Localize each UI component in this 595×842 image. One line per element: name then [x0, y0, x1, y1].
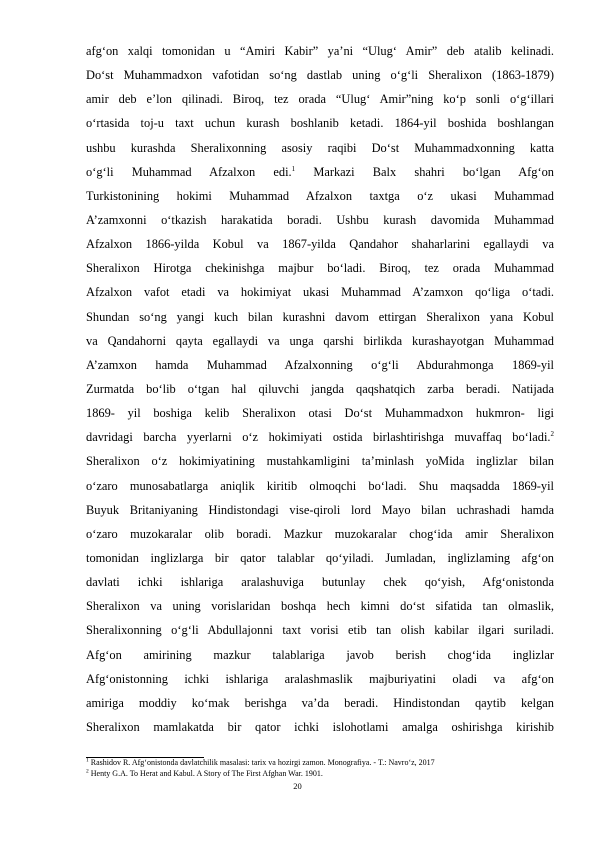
text-line: Afzalxon vafot etadi va hokimiyat ukasi Muhammad A’zamxon qo‘liga o‘tadi. [86, 285, 554, 300]
text-line: Sheralixon o‘z hokimiyatining mustahkamligini ta’minlash yoMida inglizlar bilan [86, 454, 554, 469]
text-line: Do‘st Muhammadxon vafotidan so‘ng dastlab uning o‘g‘li Sheralixon (1863-1879) [86, 68, 554, 83]
text-fragment: davridagi barcha yyerlarni o‘z hokimiyati ostida birlashtirishga muvaffaq bo‘ladi. [86, 430, 551, 445]
footnote-ref-2[interactable]: 2 [550, 430, 554, 439]
text-line: Sheralixon Hirotga chekinishga majbur bo‘ladi. Biroq, tez orada Muhammad [86, 261, 554, 276]
body-text [86, 39, 554, 739]
text-line: tomonidan inglizlarga bir qator talablar qo‘yiladi. Jumladan, inglizlaming afg‘on [86, 550, 554, 565]
text-line: o‘zaro munosabatlarga aniqlik kiritib olmoqchi bo‘ladi. Shu maqsadda 1869-yil [86, 478, 554, 493]
text-line: A’zamxon hamda Muhammad Afzalxonning o‘g‘li Abdurahmonga 1869-yil [86, 357, 554, 372]
text-line: va Qandahorni qayta egallaydi va unga qarshi birlikda kurashayotgan Muhammad [86, 333, 554, 348]
text-line-with-footnote-ref [86, 160, 554, 184]
text-line: Zurmatda bo‘lib o‘tgan hal qiluvchi jangda qaqshatqich zarba beradi. Natijada [86, 381, 554, 396]
text-line: Sheralixon mamlakatda bir qator ichki islohotlami amalga oshirishga kirishib [86, 719, 554, 734]
footnote-text: Henty G.A. To Herat and Kabul. A Story of The First Afghan War. 1901. [90, 768, 323, 778]
text-line: amir deb e’lon qilinadi. Biroq, tez orada “Ulug‘ Amir”ning ko‘p sonli o‘g‘illari [86, 92, 554, 107]
text-line: 1869- yil boshiga kelib Sheralixon otasi Do‘st Muhammadxon hukmron- ligi [86, 406, 554, 421]
text-fragment: o‘g‘li Muhammad Afzalxon edi. [86, 164, 292, 179]
text-line: Shundan so‘ng yangi kuch bilan kurashni davom ettirgan Sheralixon yana Kobul [86, 309, 554, 324]
footnote-number: 2 [86, 767, 89, 774]
text-line: Buyuk Britaniyaning Hindistondagi vise-qiroli lord Mayo bilan uchrashadi hamda [86, 502, 554, 517]
text-line: o‘rtasida toj-u taxt uchun kurash boshlanib ketadi. 1864-yil boshida boshlangan [86, 116, 554, 131]
page-number: 20 [293, 781, 302, 791]
text-line: Turkistonining hokimi Muhammad Afzalxon taxtga o‘z ukasi Muhammad [86, 188, 554, 203]
text-line: Sheralixonning o‘g‘li Abdullajonni taxt vorisi etib tan olish kabilar ilgari suriladi. [86, 623, 554, 638]
text-line: A’zamxonni o‘tkazish harakatida boradi. Ushbu kurash davomida Muhammad [86, 212, 554, 227]
footnotes [86, 758, 556, 779]
footnote-1 [86, 758, 556, 769]
text-line-with-footnote-ref [86, 425, 554, 449]
footnote-number: 1 [86, 757, 89, 764]
footnote-ref-1[interactable]: 1 [291, 164, 296, 173]
text-line: amiriga moddiy ko‘mak berishga va’da beradi. Hindistondan qaytib kelgan [86, 695, 554, 710]
text-line: davlati ichki ishlariga aralashuviga butunlay chek qo‘yish, Afg‘onistonda [86, 575, 554, 590]
text-line: Sheralixon va uning vorislaridan boshqa hech kimni do‘st sifatida tan olmaslik, [86, 599, 554, 614]
text-fragment: Markazi Balx shahri bo‘lgan Afg‘on [313, 164, 554, 179]
footnote-2 [86, 769, 556, 780]
text-line: afg‘on xalqi tomonidan u “Amiri Kabir” ya’ni “Ulug‘ Amir” deb atalib kelinadi. [86, 44, 554, 58]
text-line: ushbu kurashda Sheralixonning asosiy raqibi Do‘st Muhammadxonning katta [86, 140, 554, 155]
text-line: o‘zaro muzokaralar olib boradi. Mazkur muzokaralar chog‘ida amir Sheralixon [86, 526, 554, 541]
footnote-text: Rashidov R. Afg‘onistonda davlatchilik masalasi: tarix va hozirgi zamon. Monografiya. - T.: Navro‘z, 2017 [90, 758, 435, 767]
text-line: Afg‘onistonning ichki ishlariga aralashmaslik majburiyatini oladi va afg‘on [86, 671, 554, 686]
text-line: Afg‘on amirining mazkur talablariga javob berish chog‘ida inglizlar [86, 647, 554, 662]
text-line: Afzalxon 1866-yilda Kobul va 1867-yilda Qandahor shaharlarini egallaydi va [86, 237, 554, 252]
